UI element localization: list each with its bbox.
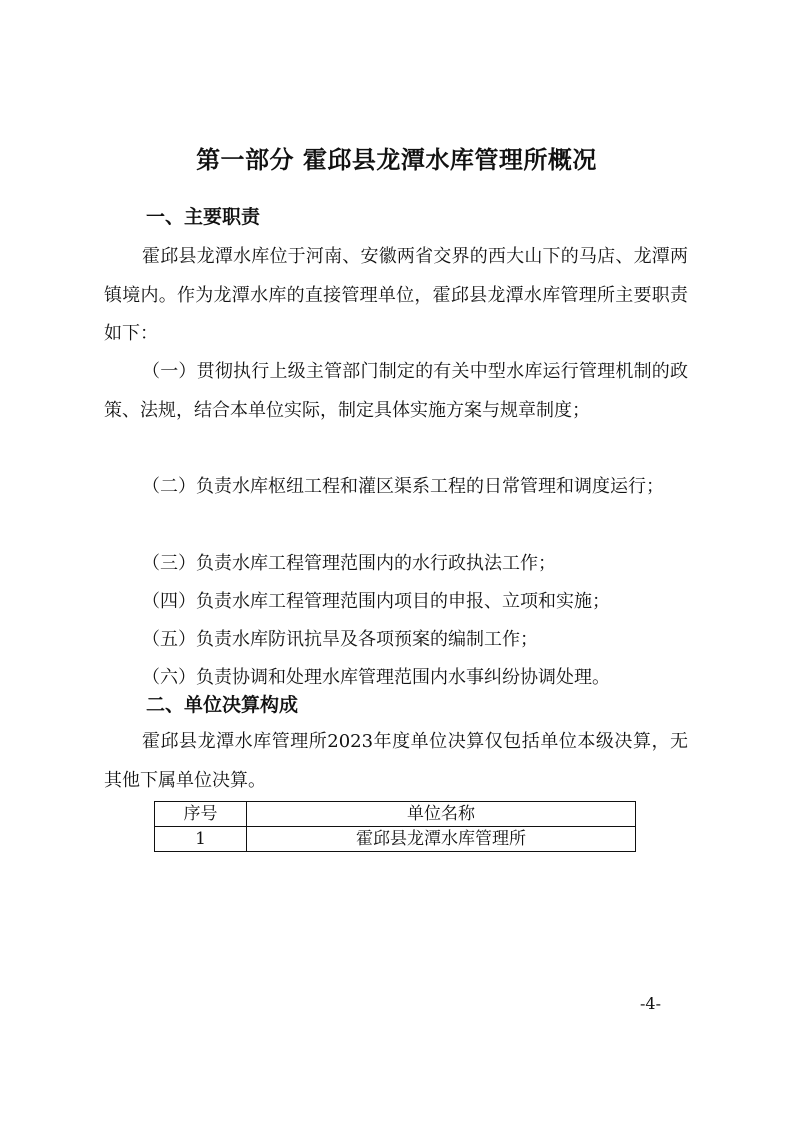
duty-item-2: （二）负责水库枢纽工程和灌区渠系工程的日常管理和调度运行； [142, 476, 664, 497]
table-row [155, 827, 636, 852]
duty-item-6: （六）负责协调和处理水库管理范围内水事纠纷协调处理。 [142, 667, 610, 688]
table-cell-serial: 1 [155, 827, 247, 852]
page-title: 第一部分 霍邱县龙潭水库管理所概况 [196, 146, 597, 174]
section-heading-budget-composition: 二、单位决算构成 [146, 694, 299, 716]
section-heading-main-duties: 一、主要职责 [146, 206, 261, 228]
duty-item-1: （一）贯彻执行上级主管部门制定的有关中型水库运行管理机制的政策、法规，结合本单位实际，制定具体实施方案与规章制度； [104, 361, 688, 421]
unit-table [154, 801, 636, 852]
duty-item-3: （三）负责水库工程管理范围内的水行政执法工作； [142, 553, 556, 574]
table-header-serial: 序号 [155, 802, 247, 827]
duty-item-4: （四）负责水库工程管理范围内项目的申报、立项和实施； [142, 591, 610, 612]
section-intro-paragraph: 霍邱县龙潭水库位于河南、安徽两省交界的西大山下的马店、龙潭两镇境内。作为龙潭水库的直接管理单位，霍邱县龙潭水库管理所主要职责如下： [104, 246, 688, 344]
table-header-row [155, 802, 636, 827]
page-number: -4- [640, 994, 661, 1013]
budget-intro-paragraph: 霍邱县龙潭水库管理所2023年度单位决算仅包括单位本级决算，无其他下属单位决算。 [104, 731, 688, 791]
table-cell-unit-name: 霍邱县龙潭水库管理所 [247, 827, 636, 852]
duty-item-5: （五）负责水库防讯抗旱及各项预案的编制工作； [142, 629, 538, 650]
table-header-unit-name: 单位名称 [247, 802, 636, 827]
